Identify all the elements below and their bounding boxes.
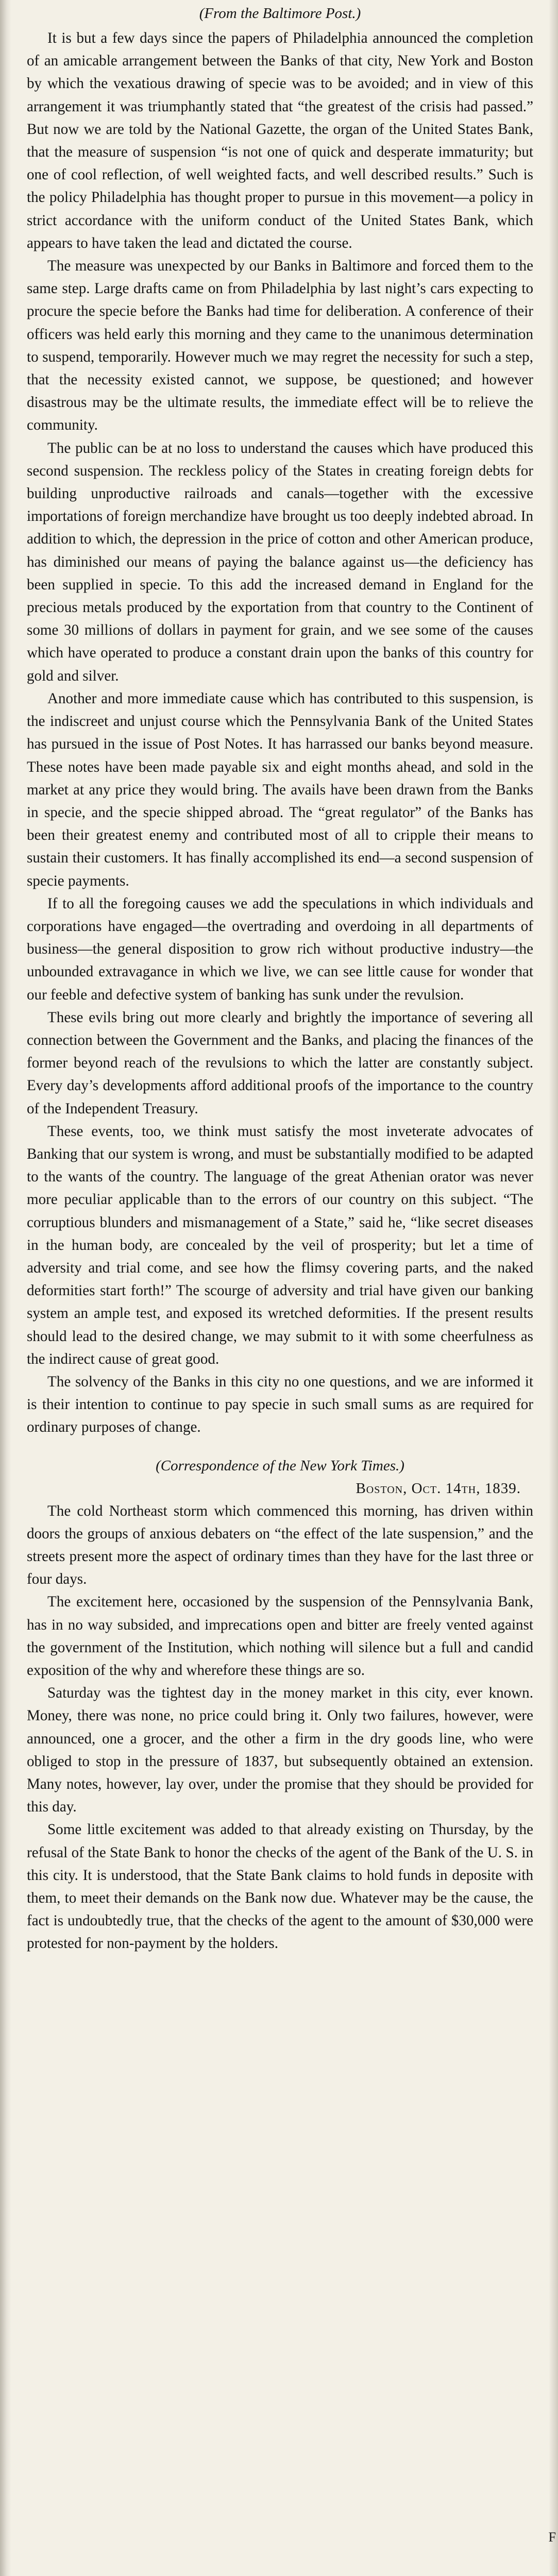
article2-paragraph-3: Saturday was the tightest day in the money market in this city, ever known. Money, there was none, no price could bring it. Only two failures, however, were announced, one a grocer, and the other a firm in the dry goods line, who were obliged to stop in the pressure of 1837, but subsequently obtained an extension. Many notes, however, lay over, under the promise that they should be provided for this day. xyxy=(27,1685,533,1816)
article-source-baltimore: (From the Baltimore Post.) xyxy=(199,5,361,22)
article-dateline: Boston, Oct. 14th, 1839. xyxy=(356,1480,521,1497)
article1-paragraph-1: It is but a few days since the papers of Philadelphia announced the completion of an amicable arrangement between the Banks of that city, New York and Boston by which the vexatious drawing of specie was to be avoided; and in view of this arrangement it was triumphantly stated that “the greatest of the crisis had passed.” But now we are told by the National Gazette, the organ of the United States Bank, that the measure of suspension “is not one of quick and desperate immaturity; but one of cool reflection, of well weighted facts, and well described results.” Such is the policy Philadelphia has thought proper to pursue in this movement—a policy in strict accordance with the uniform conduct of the United States Bank, which appears to have taken the lead and dictated the course. xyxy=(27,30,533,251)
left-margin-shadow xyxy=(0,0,11,2576)
article1-paragraph-5: If to all the foregoing causes we add the speculations in which individuals and corporations have engaged—the overtrading and overdoing in all departments of business—the general disposition to grow rich without productive industry—the unbounded extravagance in which we live, we can see little cause for wonder that our feeble and defective system of banking has sunk under the revulsion. xyxy=(27,895,533,1003)
article1-paragraph-3: The public can be at no loss to understand the causes which have produced this second suspension. The reckless policy of the States in creating foreign debts for building unproductive railroads and canals—together with the excessive importations of foreign merchandize have brought us too deeply indebted abroad. In addition to which, the depression in the price of cotton and other American produce, has diminished our means of paying the balance against us—the deficiency has been supplied in specie. To this add the increased demand in England for the precious metals produced by the exportation from that country to the Continent of some 30 millions of dollars in payment for grain, and we see some of the causes which have operated to produce a constant drain upon the banks of this country for gold and silver. xyxy=(27,439,533,684)
article-source-new-york-times: (Correspondence of the New York Times.) xyxy=(156,1457,404,1474)
article1-paragraph-6: These evils bring out more clearly and brightly the importance of severing all connection between the Government and the Banks, and placing the finances of the former beyond reach of the revulsions to which the latter are constantly subject. Every day’s developments afford additional proofs of the importance to the country of the Independent Treasury. xyxy=(27,1009,533,1117)
margin-letter: F xyxy=(548,2530,556,2545)
article1-paragraph-8: The solvency of the Banks in this city no one questions, and we are informed it is their intention to continue to pay specie in such small sums as are required for ordinary purposes of change. xyxy=(27,1373,533,1436)
right-margin-shadow xyxy=(549,0,558,2576)
article2-paragraph-1: The cold Northeast storm which commenced this morning, has driven within doors the groups of anxious debaters on “the effect of the late suspension,” and the streets present more the aspect of ordinary times than they have for the last three or four days. xyxy=(27,1502,533,1588)
article2-paragraph-2: The excitement here, occasioned by the suspension of the Pennsylvania Bank, has in no way subsided, and imprecations open and bitter are freely vented against the government of the Institution, which nothing will silence but a full and candid exposition of the why and wherefore these things are so. xyxy=(27,1594,533,1679)
newspaper-column xyxy=(27,3,533,1955)
article1-paragraph-7: These events, too, we think must satisfy the most inveterate advocates of Banking that our system is wrong, and must be substantially modified to be adapted to the wants of the country. The language of the great Athenian orator was never more peculiar applicable than to the errors of our country on this subject. “The corruptious blunders and mismanagement of a State,” said he, “like secret diseases in the human body, are concealed by the veil of prosperity; but let a time of adversity and trial come, and see how the flimsy covering parts, and the naked deformities start forth!” The scourge of adversity and trial have given our banking system an ample test, and exposed its wretched deformities. If the present results should lead to the desired change, we may submit to it with some cheerfulness as the indirect cause of great good. xyxy=(27,1123,533,1367)
article1-paragraph-4: Another and more immediate cause which has contributed to this suspension, is the indiscreet and unjust course which the Pennsylvania Bank of the United States has pursued in the issue of Post Notes. It has harrassed our banks beyond measure. These notes have been made payable six and eight months ahead, and sold in the market at any price they would bring. The avails have been drawn from the Banks in specie, and the specie shipped abroad. The “great regulator” of the Banks has been their greatest enemy and contributed most of all to cripple their means to sustain their customers. It has finally accomplished its end—a second suspension of specie payments. xyxy=(27,690,533,889)
article1-paragraph-2: The measure was unexpected by our Banks in Baltimore and forced them to the same step. Large drafts came on from Philadelphia by last night’s cars expecting to procure the specie before the Banks had time for deliberation. A conference of their officers was held early this morning and they came to the unanimous determination to suspend, temporarily. However much we may regret the necessity for such a step, that the necessity existed cannot, we suppose, be questioned; and however disastrous may be the ultimate results, the immediate effect will be to relieve the community. xyxy=(27,258,533,434)
article2-paragraph-4: Some little excitement was added to that already existing on Thursday, by the refusal of the State Bank to honor the checks of the agent of the Bank of the U. S. in this city. It is understood, that the State Bank claims to hold funds in deposite with them, to meet their demands on the Bank now due. Whatever may be the cause, the fact is undoubtedly true, that the checks of the agent to the amount of $30,000 were protested for non-payment by the holders. xyxy=(27,1821,533,1952)
